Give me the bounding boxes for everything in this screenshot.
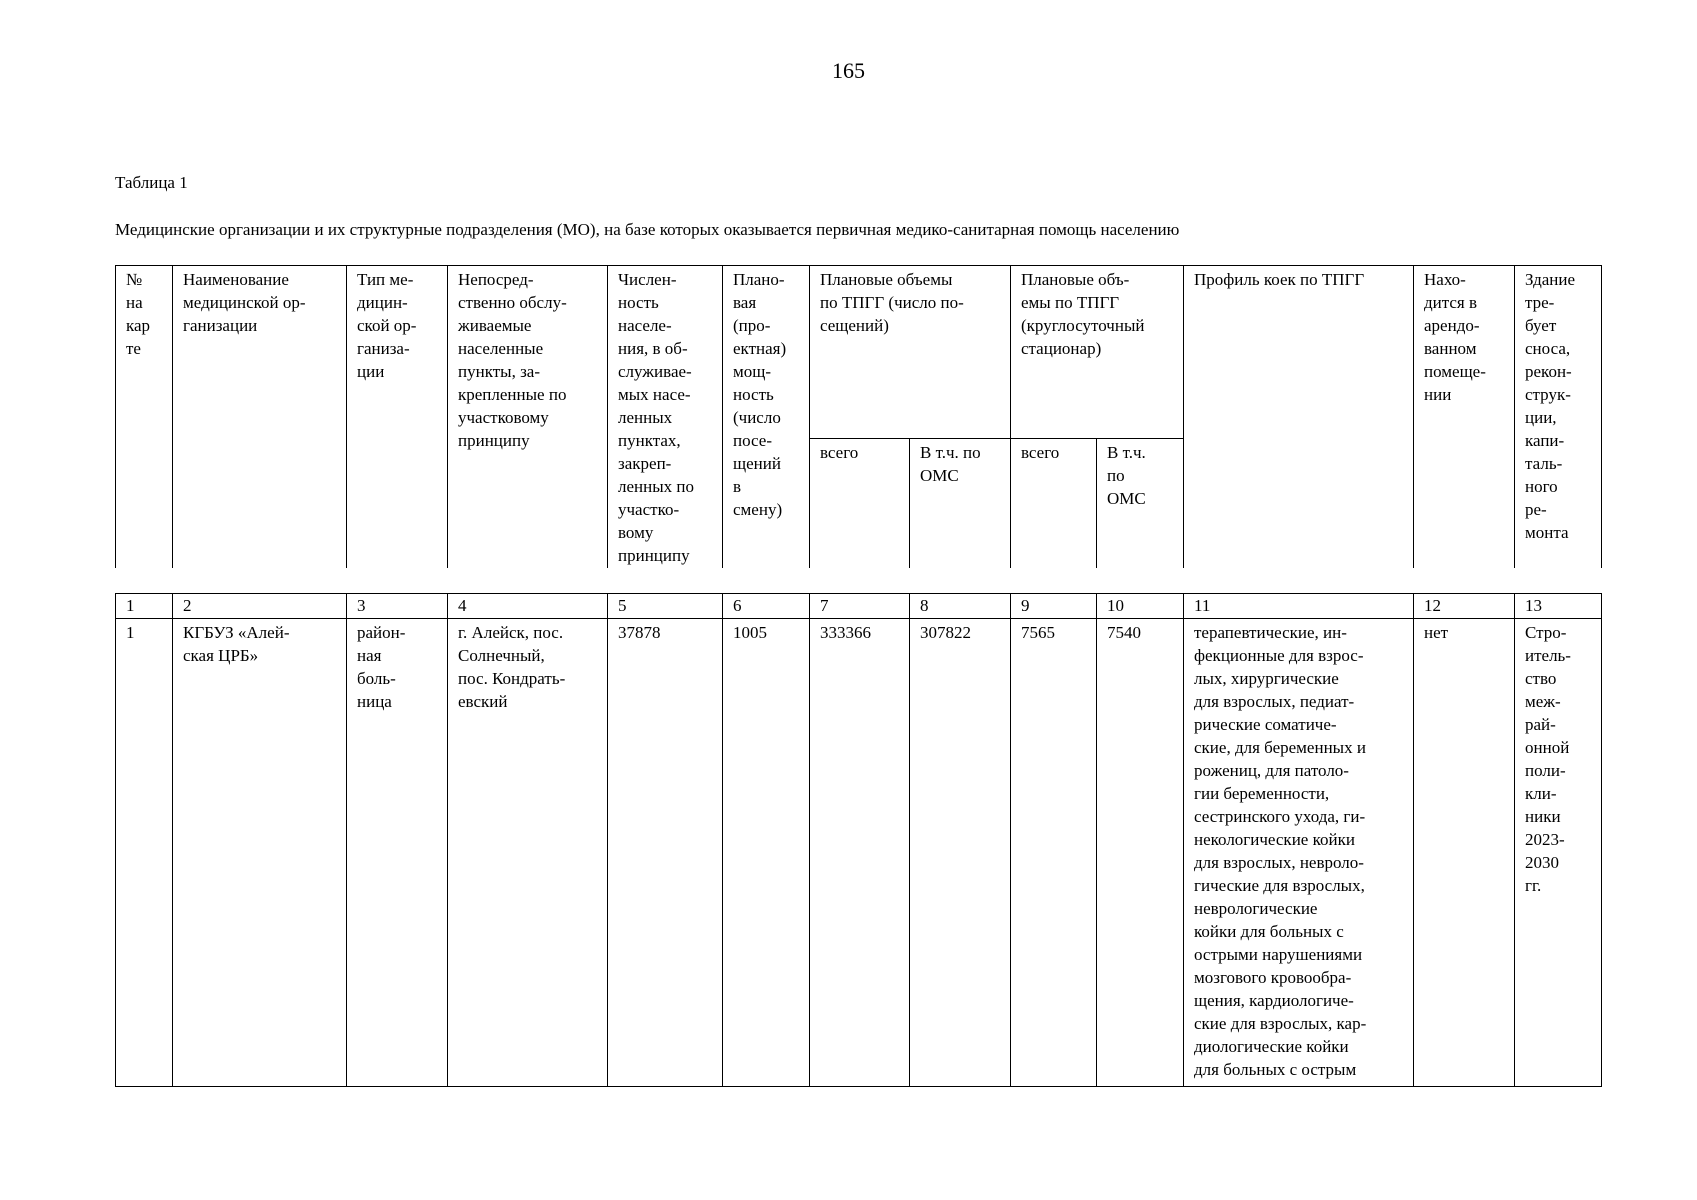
cell-text-line: Профиль коек по ТПГГ	[1194, 270, 1365, 289]
table-header	[115, 265, 1602, 568]
cell-text-line: сещений)	[820, 316, 889, 335]
cell-text-line: некологические койки	[1194, 830, 1355, 849]
table-row	[116, 619, 1602, 1087]
cell-name	[173, 619, 347, 1087]
column-number: 8	[910, 594, 1011, 619]
cell-text-line: бует	[1525, 316, 1557, 335]
cell-text-line: пос. Кондрать-	[458, 669, 566, 688]
column-number: 10	[1097, 594, 1184, 619]
cell-text-line: ванном	[1424, 339, 1477, 358]
cell-text-line: Наименование	[183, 270, 289, 289]
header-group-visits	[810, 266, 1011, 439]
cell-text-line: 307822	[920, 623, 971, 642]
cell-text-line: крепленные по	[458, 385, 567, 404]
cell-text-line: ния, в об-	[618, 339, 688, 358]
cell-text-line: по ТПГГ (число по-	[820, 293, 964, 312]
header-group-inpatient	[1011, 266, 1184, 439]
cell-text-line: ная	[357, 646, 382, 665]
cell-text-line: поли-	[1525, 761, 1566, 780]
cell-text-line: ленных по	[618, 477, 694, 496]
cell-text-line: смену)	[733, 500, 783, 519]
column-number: 13	[1515, 594, 1602, 619]
table-body	[115, 593, 1602, 1087]
cell-population	[608, 619, 723, 1087]
cell-text-line: ственно обслу-	[458, 293, 567, 312]
cell-settlements	[448, 619, 608, 1087]
cell-text-line: В т.ч.	[1107, 443, 1146, 462]
cell-text-line: всего	[820, 443, 859, 462]
header-col-settlements	[448, 266, 608, 569]
cell-text-line: принципу	[618, 546, 690, 565]
cell-text-line: пунктах,	[618, 431, 681, 450]
cell-text-line: посе-	[733, 431, 772, 450]
cell-text-line: на	[126, 293, 143, 312]
cell-text-line: диологические койки	[1194, 1037, 1349, 1056]
column-number: 3	[347, 594, 448, 619]
page-number: 165	[832, 58, 865, 83]
cell-text-line: №	[126, 270, 143, 289]
cell-text-line: Нахо-	[1424, 270, 1466, 289]
cell-text-line: неврологические	[1194, 899, 1318, 918]
cell-text-line: Солнечный,	[458, 646, 545, 665]
cell-text-line: (число	[733, 408, 781, 427]
header-col-bed-profile	[1184, 266, 1414, 569]
header-col-visits-total	[810, 439, 910, 569]
cell-text-line: 333366	[820, 623, 871, 642]
cell-text-line: рай-	[1525, 715, 1556, 734]
cell-text-line: ре-	[1525, 500, 1547, 519]
column-number: 9	[1011, 594, 1097, 619]
table-caption: Медицинские организации и их структурные подразделения (МО), на базе которых оказывается первичная медико-санитарная помощь населению	[115, 220, 1180, 239]
header-col-rented	[1414, 266, 1515, 569]
cell-text-line: те	[126, 339, 141, 358]
cell-text-line: ции	[357, 362, 385, 381]
cell-text-line: 2030	[1525, 853, 1559, 872]
header-col-visits-oms	[910, 439, 1011, 569]
cell-text-line: дицин-	[357, 293, 408, 312]
table-label: Таблица 1	[115, 173, 188, 192]
cell-text-line: населе-	[618, 316, 672, 335]
cell-text-line: ОМС	[1107, 489, 1146, 508]
cell-text-line: Плано-	[733, 270, 785, 289]
header-col-population	[608, 266, 723, 569]
cell-text-line: мощ-	[733, 362, 772, 381]
cell-text-line: служивае-	[618, 362, 692, 381]
header-col-building	[1515, 266, 1602, 569]
cell-text-line: терапевтические, ин-	[1194, 623, 1347, 642]
cell-text-line: ские, для беременных и	[1194, 738, 1366, 757]
cell-text-line: вому	[618, 523, 654, 542]
cell-inpatient-total	[1011, 619, 1097, 1087]
cell-text-line: район-	[357, 623, 406, 642]
cell-text-line: меж-	[1525, 692, 1561, 711]
cell-text-line: Плановые объемы	[820, 270, 953, 289]
column-number: 1	[116, 594, 173, 619]
cell-text-line: гг.	[1525, 876, 1542, 895]
header-col-number	[116, 266, 173, 569]
cell-type	[347, 619, 448, 1087]
column-number: 5	[608, 594, 723, 619]
cell-text-line: 1	[126, 623, 135, 642]
cell-text-line: мых насе-	[618, 385, 691, 404]
cell-text-line: 7540	[1107, 623, 1141, 642]
cell-text-line: ции,	[1525, 408, 1557, 427]
cell-text-line: ленных	[618, 408, 673, 427]
cell-text-line: Здание	[1525, 270, 1576, 289]
cell-text-line: дится в	[1424, 293, 1478, 312]
cell-text-line: (круглосуточный	[1021, 316, 1145, 335]
cell-text-line: В т.ч. по	[920, 443, 981, 462]
cell-text-line: 1005	[733, 623, 767, 642]
cell-text-line: нет	[1424, 623, 1449, 642]
cell-text-line: Непосред-	[458, 270, 534, 289]
cell-rented	[1414, 619, 1515, 1087]
cell-text-line: монта	[1525, 523, 1569, 542]
cell-text-line: емы по ТПГГ	[1021, 293, 1120, 312]
cell-number	[116, 619, 173, 1087]
cell-text-line: ство	[1525, 669, 1557, 688]
cell-text-line: для больных с острым	[1194, 1060, 1357, 1079]
cell-capacity	[723, 619, 810, 1087]
header-col-name	[173, 266, 347, 569]
cell-text-line: мозгового кровообра-	[1194, 968, 1352, 987]
cell-text-line: ность	[733, 385, 774, 404]
cell-text-line: рические соматиче-	[1194, 715, 1337, 734]
column-number: 12	[1414, 594, 1515, 619]
cell-text-line: медицинской ор-	[183, 293, 306, 312]
cell-text-line: помеще-	[1424, 362, 1486, 381]
cell-visits-total	[810, 619, 910, 1087]
cell-bed-profile	[1184, 619, 1414, 1087]
cell-text-line: острыми нарушениями	[1194, 945, 1363, 964]
cell-building	[1515, 619, 1602, 1087]
cell-text-line: ОМС	[920, 466, 959, 485]
cell-text-line: участковому	[458, 408, 549, 427]
cell-text-line: гические для взрослых,	[1194, 876, 1365, 895]
cell-text-line: живаемые	[458, 316, 532, 335]
cell-text-line: евский	[458, 692, 508, 711]
cell-text-line: 37878	[618, 623, 661, 642]
column-number: 2	[173, 594, 347, 619]
cell-text-line: щений	[733, 454, 781, 473]
cell-text-line: по	[1107, 466, 1125, 485]
cell-text-line: в	[733, 477, 742, 496]
cell-text-line: кар	[126, 316, 151, 335]
cell-text-line: фекционные для взрос-	[1194, 646, 1364, 665]
cell-text-line: участко-	[618, 500, 680, 519]
cell-text-line: сестринского ухода, ги-	[1194, 807, 1366, 826]
cell-text-line: стационар)	[1021, 339, 1102, 358]
cell-visits-oms	[910, 619, 1011, 1087]
cell-text-line: Тип ме-	[357, 270, 414, 289]
cell-text-line: принципу	[458, 431, 530, 450]
header-col-inpatient-oms	[1097, 439, 1184, 569]
cell-text-line: г. Алейск, пос.	[458, 623, 564, 642]
cell-text-line: пункты, за-	[458, 362, 541, 381]
cell-text-line: кли-	[1525, 784, 1557, 803]
cell-text-line: ники	[1525, 807, 1561, 826]
column-number: 4	[448, 594, 608, 619]
cell-inpatient-oms	[1097, 619, 1184, 1087]
cell-text-line: онной	[1525, 738, 1570, 757]
cell-text-line: ность	[618, 293, 659, 312]
cell-text-line: итель-	[1525, 646, 1571, 665]
cell-text-line: рожениц, для патоло-	[1194, 761, 1349, 780]
cell-text-line: ганиза-	[357, 339, 410, 358]
cell-text-line: койки для больных с	[1194, 922, 1344, 941]
cell-text-line: ские для взрослых, кар-	[1194, 1014, 1367, 1033]
cell-text-line: населенные	[458, 339, 544, 358]
cell-text-line: КГБУЗ «Алей-	[183, 623, 290, 642]
cell-text-line: гии беременности,	[1194, 784, 1330, 803]
cell-text-line: сноса,	[1525, 339, 1571, 358]
cell-text-line: щения, кардиологиче-	[1194, 991, 1354, 1010]
cell-text-line: всего	[1021, 443, 1060, 462]
header-col-capacity	[723, 266, 810, 569]
column-number: 6	[723, 594, 810, 619]
cell-text-line: для взрослых, педиат-	[1194, 692, 1355, 711]
cell-text-line: ская ЦРБ»	[183, 646, 259, 665]
cell-text-line: лых, хирургические	[1194, 669, 1339, 688]
cell-text-line: тре-	[1525, 293, 1555, 312]
cell-text-line: Плановые объ-	[1021, 270, 1130, 289]
cell-text-line: 2023-	[1525, 830, 1565, 849]
cell-text-line: ного	[1525, 477, 1558, 496]
cell-text-line: нии	[1424, 385, 1452, 404]
cell-text-line: 7565	[1021, 623, 1055, 642]
cell-text-line: закреп-	[618, 454, 672, 473]
cell-text-line: вая	[733, 293, 757, 312]
cell-text-line: ской ор-	[357, 316, 417, 335]
column-number: 7	[810, 594, 910, 619]
header-col-inpatient-total	[1011, 439, 1097, 569]
cell-text-line: рекон-	[1525, 362, 1572, 381]
cell-text-line: ганизации	[183, 316, 258, 335]
column-number: 11	[1184, 594, 1414, 619]
column-number-row	[116, 594, 1602, 619]
cell-text-line: Числен-	[618, 270, 677, 289]
cell-text-line: (про-	[733, 316, 771, 335]
header-col-type	[347, 266, 448, 569]
cell-text-line: таль-	[1525, 454, 1563, 473]
cell-text-line: Стро-	[1525, 623, 1567, 642]
cell-text-line: арендо-	[1424, 316, 1480, 335]
cell-text-line: ница	[357, 692, 392, 711]
cell-text-line: ектная)	[733, 339, 787, 358]
cell-text-line: капи-	[1525, 431, 1565, 450]
cell-text-line: струк-	[1525, 385, 1571, 404]
cell-text-line: для взрослых, невроло-	[1194, 853, 1364, 872]
cell-text-line: боль-	[357, 669, 396, 688]
